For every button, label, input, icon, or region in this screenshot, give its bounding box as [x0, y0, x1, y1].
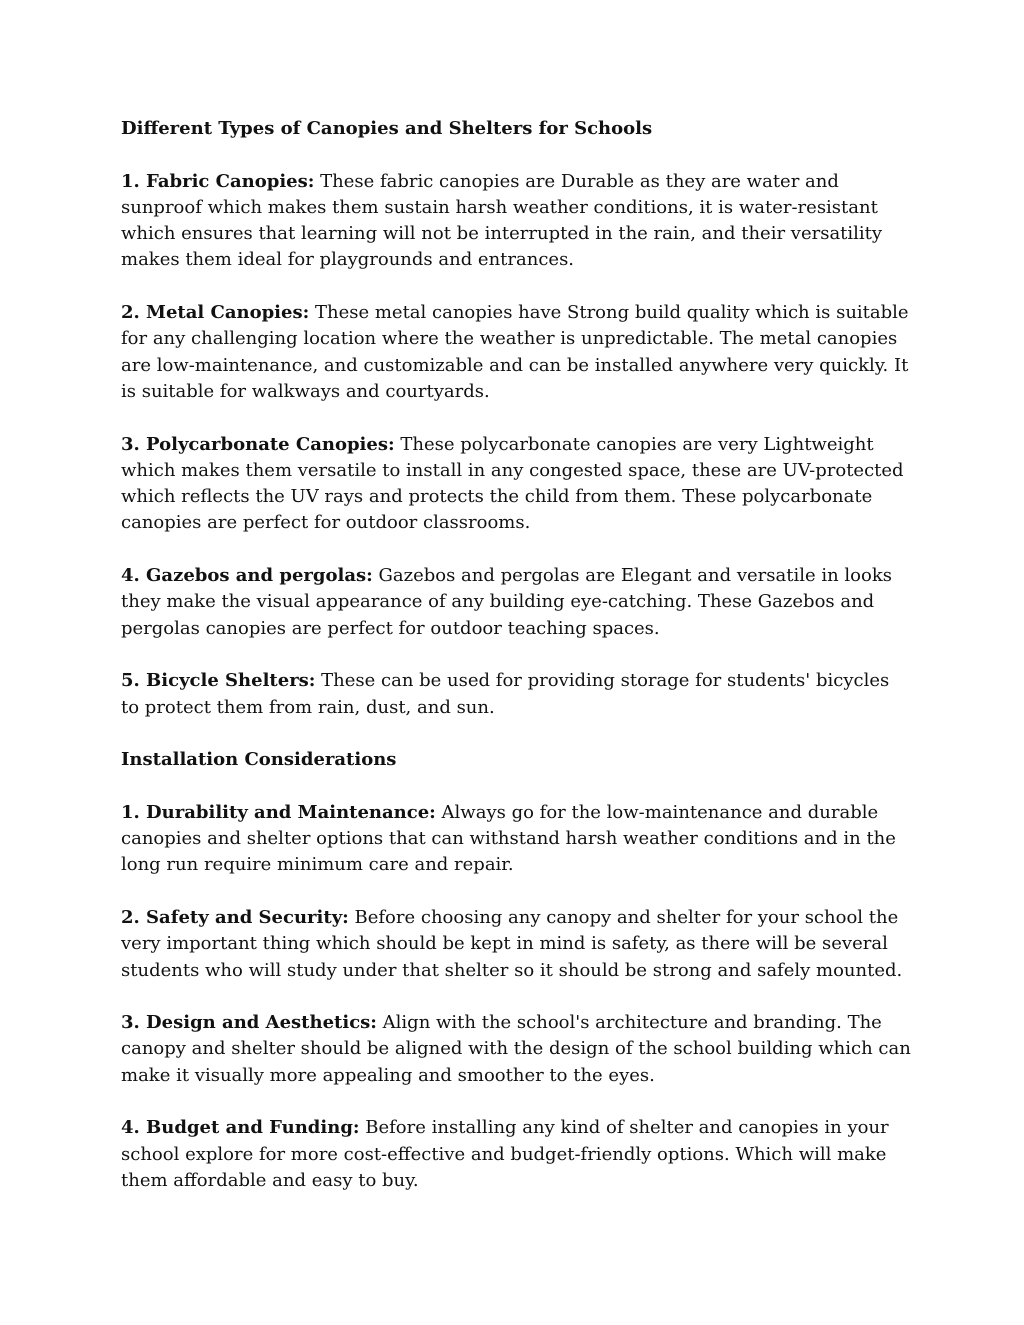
item-text: These fabric canopies are Durable as they are water and sunproof which makes them sustain harsh weather conditions, it is water-resistant which ensures that learning will not be interrupted in the rain, and their versatility makes them ideal for playgrounds and entrances. [121, 170, 883, 271]
item-text: Align with the school's architecture and branding. The canopy and shelter should be aligned with the design of the school building which can make it visually more appealing and smoother to the eyes. [121, 1012, 911, 1086]
paragraph-budget-funding [121, 1115, 911, 1194]
section-heading-installation: Installation Considerations [121, 749, 397, 771]
paragraph-design-aesthetics [121, 1010, 911, 1089]
item-text: Always go for the low-maintenance and durable canopies and shelter options that can withstand harsh weather conditions and in the long run require minimum care and repair. [121, 801, 896, 876]
item-label: 2. Safety and Security: [121, 906, 349, 928]
item-text: Before installing any kind of shelter and canopies in your school explore for more cost-effective and budget-friendly options. Which will make them affordable and easy to buy. [121, 1117, 889, 1191]
item-text: These metal canopies have Strong build quality which is suitable for any challenging location where the weather is unpredictable. The metal canopies are low-maintenance, and customizable and can be installed anywhere very quickly. It is suitable for walkways and courtyards. [121, 302, 909, 402]
item-label: 1. Durability and Maintenance: [121, 801, 436, 823]
item-label: 2. Metal Canopies: [121, 302, 310, 324]
paragraph-metal-canopies [121, 300, 911, 405]
item-label: 4. Gazebos and pergolas: [121, 565, 373, 587]
paragraph-polycarbonate-canopies [121, 432, 911, 537]
paragraph-bicycle-shelters [121, 668, 911, 721]
paragraph-fabric-canopies [121, 169, 911, 274]
section-heading-canopy-types: Different Types of Canopies and Shelters for Schools [121, 118, 653, 139]
document-body [121, 116, 911, 1194]
item-label: 5. Bicycle Shelters: [121, 670, 316, 692]
item-label: 4. Budget and Funding: [121, 1117, 360, 1139]
item-label: 1. Fabric Canopies: [121, 170, 315, 192]
paragraph-gazebos-pergolas [121, 563, 911, 642]
item-label: 3. Polycarbonate Canopies: [121, 433, 395, 455]
item-text: Gazebos and pergolas are Elegant and versatile in looks they make the visual appearance of any building eye-catching. These Gazebos and pergolas canopies are perfect for outdoor teaching spaces. [121, 565, 892, 639]
item-text: Before choosing any canopy and shelter for your school the very important thing which should be kept in mind is safety, as there will be several students who will study under that shelter so it should be strong and safely mounted. [121, 906, 903, 981]
item-text: These polycarbonate canopies are very Lightweight which makes them versatile to install in any congested space, these are UV-protected which reflects the UV rays and protects the child from them. These polycarbonate canopies are perfect for outdoor classrooms. [121, 433, 904, 534]
paragraph-safety-security [121, 905, 911, 984]
paragraph-durability-maintenance [121, 800, 911, 879]
item-label: 3. Design and Aesthetics: [121, 1012, 377, 1034]
item-text: These can be used for providing storage for students' bicycles to protect them from rain, dust, and sun. [121, 670, 890, 718]
